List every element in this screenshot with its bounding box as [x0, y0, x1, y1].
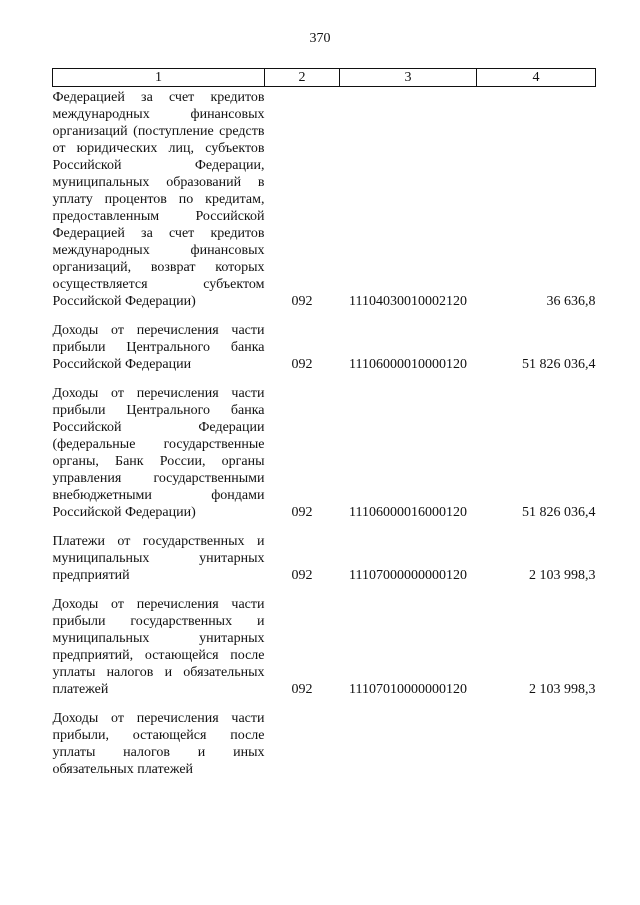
- admin-code: 092: [291, 357, 313, 372]
- classification-code: 11104030010002120: [349, 294, 467, 309]
- amount: 36 636,8: [546, 294, 596, 309]
- table-row: [53, 310, 596, 373]
- table-row: [53, 521, 596, 584]
- column-header: 3: [340, 69, 477, 87]
- amount: 51 826 036,4: [522, 357, 596, 372]
- column-header: 2: [265, 69, 340, 87]
- amount: 51 826 036,4: [522, 505, 596, 520]
- admin-code: 092: [291, 505, 313, 520]
- admin-code: 092: [291, 294, 313, 309]
- column-header: 4: [477, 69, 596, 87]
- admin-code: 092: [291, 568, 313, 583]
- header-row: [53, 69, 596, 87]
- income-name: Платежи от государственных и муниципальных унитарных предприятий: [52, 534, 265, 583]
- income-name: Доходы от перечисления части прибыли Центрального банка Российской Федерации (федеральные государственные органы, Банк России, органы управления государственными внебюджетными фондами Российской Федерации): [52, 386, 265, 520]
- amount: 2 103 998,3: [529, 682, 596, 697]
- income-name: Доходы от перечисления части прибыли, остающейся после уплаты налогов и иных обязательных платежей: [52, 711, 265, 777]
- admin-code: [265, 698, 340, 778]
- income-name: Доходы от перечисления части прибыли Центрального банка Российской Федерации: [52, 323, 265, 372]
- budget-table: [52, 68, 596, 778]
- amount: 2 103 998,3: [529, 568, 596, 583]
- income-name: Федерацией за счет кредитов международных финансовых организаций (поступление средств от юридических лиц, субъектов Российской Федерации, муниципальных образований в уплату процентов по кредитам, предоставленным Российской Федерацией за счет кредитов международных финансовых организаций, возврат которых осуществляется субъектом Российской Федерации): [52, 90, 265, 309]
- column-header: 1: [53, 69, 265, 87]
- amount: [477, 698, 596, 778]
- table-row: [53, 373, 596, 521]
- classification-code: 11107000000000120: [349, 568, 467, 583]
- classification-code: 11106000010000120: [349, 357, 467, 372]
- income-name: Доходы от перечисления части прибыли государственных и муниципальных унитарных предприятий, остающейся после уплаты налогов и обязательных платежей: [52, 597, 265, 697]
- table-row: [53, 584, 596, 698]
- classification-code: 11106000016000120: [349, 505, 467, 520]
- table-row: [53, 87, 596, 311]
- table-row: [53, 698, 596, 778]
- classification-code: [340, 698, 477, 778]
- admin-code: 092: [291, 682, 313, 697]
- classification-code: 11107010000000120: [349, 682, 467, 697]
- page-number: 370: [309, 31, 331, 46]
